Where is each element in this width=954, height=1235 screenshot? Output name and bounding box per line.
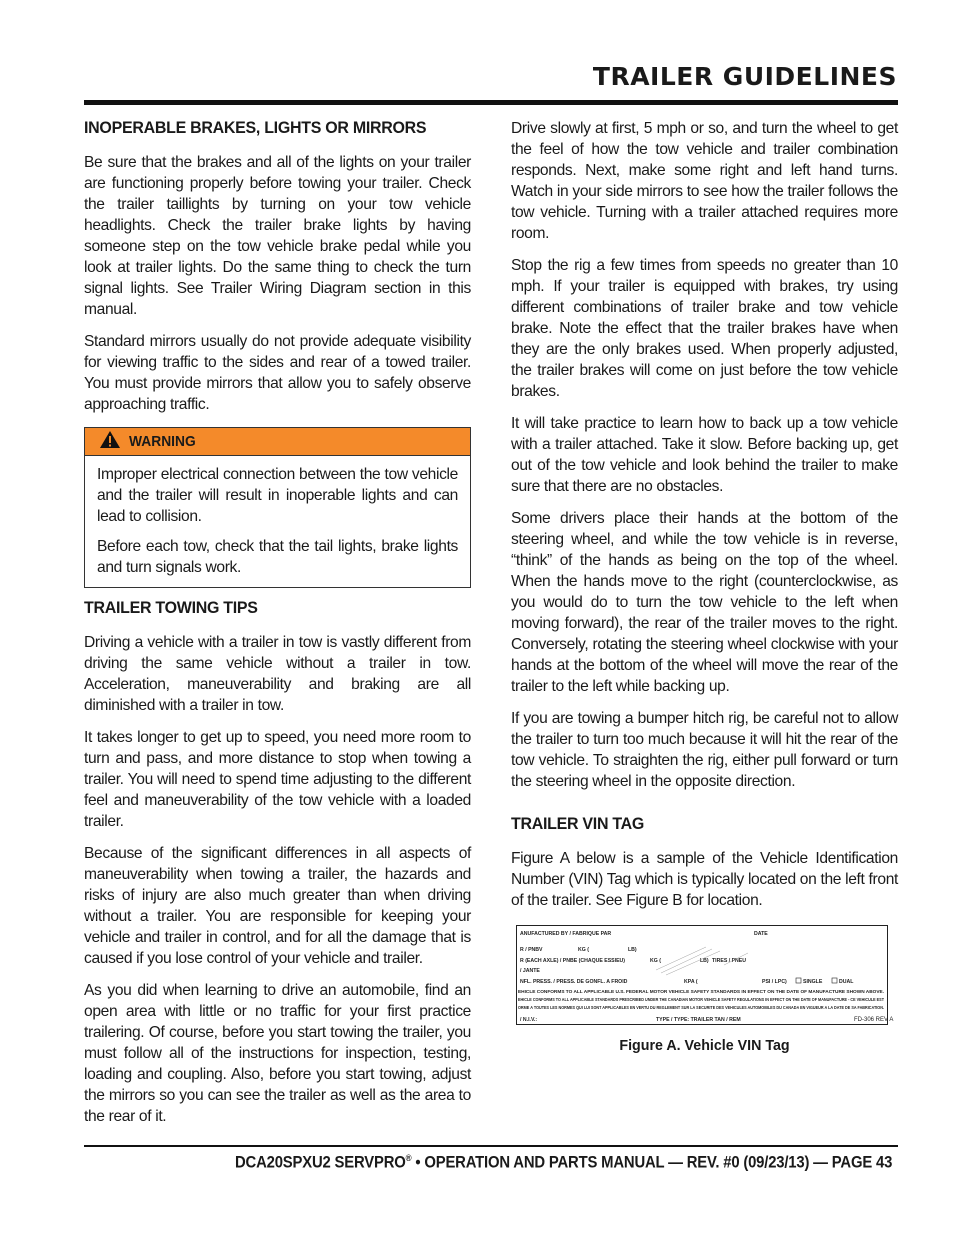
vin-tag-text: ANUFACTURED BY / FABRIQUE PAR xyxy=(520,931,612,937)
vin-tag-text: LB) xyxy=(700,958,709,964)
warning-body xyxy=(85,456,470,578)
warning-text: Improper electrical connection between the tow vehicle and the trailer will result in inoperable lights and can lead to collision. xyxy=(97,466,458,525)
right-column xyxy=(511,118,898,1054)
paragraph: As you did when learning to drive an automobile, find an open area with little or no traffic for your first practice trailering. Of course, before you start towing the trailer, you must follow all of the instructions for inspection, testing, loading and coupling. Also, before you start towing, adjust the mirrors so you can see the trailer as well as the area to the rear of it. xyxy=(84,982,471,1125)
paragraph: Driving a vehicle with a trailer in tow is vastly different from driving the same vehicle without a trailer in tow. Acceleration, maneuverability and braking are all diminished with a trailer in tow. xyxy=(84,634,471,714)
section-heading-brakes: INOPERABLE BRAKES, LIGHTS OR MIRRORS xyxy=(84,118,427,137)
paragraph: It takes longer to get up to speed, you need more room to turn and pass, and more distance to stop when towing a trailer. You will need to spend time adjusting to the different feel and maneuverability of the tow vehicle with a loaded trailer. xyxy=(84,729,471,830)
footer xyxy=(235,1153,892,1173)
section-heading-towing-tips: TRAILER TOWING TIPS xyxy=(84,598,258,617)
vin-tag-image xyxy=(516,925,894,1025)
paragraph: It will take practice to learn how to back up a tow vehicle with a trailer attached. Take it slow. Before backing up, get out of the tow vehicle and look behind the trailer to make sure that there are no obstacles. xyxy=(511,415,898,495)
vin-tag-text: DUAL xyxy=(839,979,854,985)
vin-tag-figure xyxy=(511,925,898,1054)
warning-text: Before each tow, check that the tail lights, brake lights and turn signals work. xyxy=(97,538,458,576)
vin-tag-text: KG ( xyxy=(578,947,589,953)
vin-tag-text: R (EACH AXLE) / PNBE (CHAQUE ESSIEU) xyxy=(520,958,626,964)
footer-rule xyxy=(84,1145,898,1147)
paragraph: Standard mirrors usually do not provide adequate visibility for viewing traffic to the sides and rear of a towed trailer. You must provide mirrors that allow you to safely observe approaching traffic. xyxy=(84,333,471,413)
vin-tag-text: LB) xyxy=(628,947,637,953)
paragraph: Because of the significant differences in all aspects of maneuverability when towing a trailer, the hazards and risks of injury are also much greater than when driving without a trailer. You are responsible for keeping your vehicle and trailer in control, and for all the damage that is caused if you lose control of your vehicle and trailer. xyxy=(84,845,471,967)
figure-caption: Figure A. Vehicle VIN Tag xyxy=(619,1037,790,1054)
vin-tag-text: KPA ( xyxy=(684,979,698,985)
paragraph: Drive slowly at first, 5 mph or so, and turn the wheel to get the feel of how the tow vehicle and trailer combination responds. Next, make some right and left hand turns. Watch in your side mirrors to see how the trailer follows the tow vehicle. Turning with a trailer attached requires more room. xyxy=(511,120,898,242)
vin-tag-text: ORME A TOUTES LES NORMES QUI LUI SONT APPLICABLES EN VERTU DU REGLEMENT SUR LA SECURITE DES VEHICULES AUTOMOBILES DU CANADA EN VIGUEUR A LA DATE DE SA FABRICATION. xyxy=(518,1005,884,1010)
paragraph: Be sure that the brakes and all of the lights on your trailer are functioning properly before towing your trailer. Check the trailer taillights by turning on your tow vehicle headlights. Check the trailer brake lights by having someone step on the tow vehicle brake pedal while you look at trailer lights. Do the same thing to check the turn signal lights. See Trailer Wiring Diagram section in this manual. xyxy=(84,154,471,318)
vin-tag-text: EHICLE CONFORMS TO ALL APPLICABLE U.S. FEDERAL MOTOR VEHICLE SAFETY STANDARDS IN EFFECT ON THE DATE OF MANUFACTURE SHOWN ABOVE. xyxy=(518,989,884,994)
footer-model: DCA20SPXU2 SERVPRO xyxy=(234,1153,406,1172)
vin-tag-text: TYPE / TYPE: TRAILER TAN / REM xyxy=(656,1017,741,1023)
warning-box xyxy=(84,427,471,588)
section-heading-vin-tag: TRAILER VIN TAG xyxy=(511,814,645,833)
paragraph: Stop the rig a few times from speeds no greater than 10 mph. If your trailer is equipped with brakes, try using different combinations of trailer brake and tow vehicle brake. Note the effect that the trailer brakes have when they are the only brakes used. When properly adjusted, the trailer brakes will come on just before the tow vehicle brakes. xyxy=(511,257,898,400)
vin-tag-text: TIRES / PNEU xyxy=(712,958,747,964)
vin-tag-text: EHICLE CONFORMS TO ALL APPLICABLE STANDARDS PRESCRIBED UNDER THE CANADIAN MOTOR VEHICLE SAFETY REGULATIONS IN EFFECT ON THE DATE OF MANUFACTURE - CE VEHICULE EST xyxy=(518,997,885,1002)
vin-tag-text: R / PNBV xyxy=(520,947,543,953)
warning-label: WARNING xyxy=(129,433,196,450)
warning-header xyxy=(85,428,470,456)
registered-mark: ® xyxy=(405,1153,412,1163)
vin-tag-text: / N.I.V.: xyxy=(520,1017,538,1023)
vin-tag-text: SINGLE xyxy=(803,979,823,985)
footer-text: • OPERATION AND PARTS MANUAL — REV. #0 (09/23/13) — PAGE 43 xyxy=(411,1153,892,1172)
vin-tag-text: DATE xyxy=(754,931,768,937)
warning-triangle-icon xyxy=(99,430,121,454)
page-title: TRAILER GUIDELINES xyxy=(592,62,897,91)
left-column xyxy=(84,118,471,1138)
vin-tag-text: / JANTE xyxy=(520,968,540,974)
paragraph: Some drivers place their hands at the bottom of the steering wheel, and while the tow vehicle is in reverse, “think” of the hands as being on the top of the wheel. When the hands move to the right (counterclockwise, as you would do to turn the tow vehicle to the left when moving forward), the rear of the trailer moves to the right. Conversely, rotating the steering wheel clockwise with your hands at the bottom of the wheel will move the rear of the trailer to the left while backing up. xyxy=(511,510,898,695)
vin-tag-text: KG ( xyxy=(650,958,661,964)
vin-tag-text: NFL. PRESS. / PRESS. DE GONFL. A FROID xyxy=(520,979,628,985)
vin-tag-text: FD-306 REV A xyxy=(854,1017,894,1023)
paragraph: Figure A below is a sample of the Vehicle Identification Number (VIN) Tag which is typically located on the left front of the trailer. See Figure B for location. xyxy=(511,850,898,909)
vin-tag-text: PSI / LPC) xyxy=(762,979,787,985)
title-rule xyxy=(84,100,898,105)
paragraph: If you are towing a bumper hitch rig, be careful not to allow the trailer to turn too much because it will hit the rear of the tow vehicle. To straighten the rig, either pull forward or turn the steering wheel in the opposite direction. xyxy=(511,710,898,790)
